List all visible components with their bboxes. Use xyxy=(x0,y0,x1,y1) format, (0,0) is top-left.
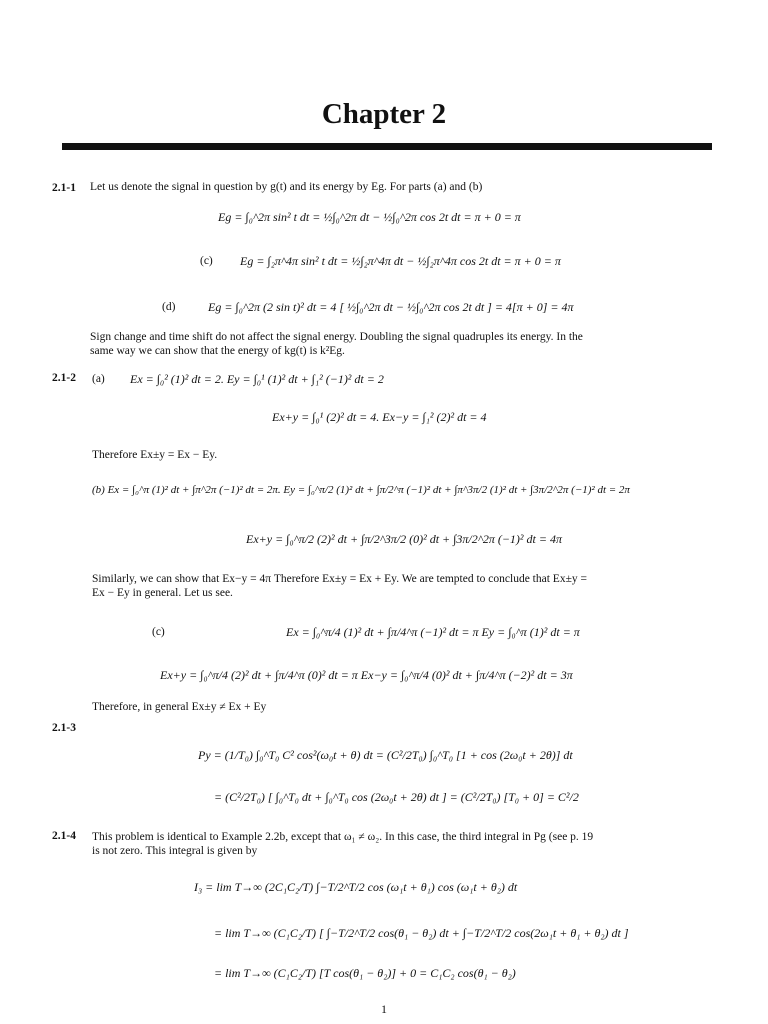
problem-label-2-1-4: 2.1-4 xyxy=(52,830,76,842)
problem-2-1-1-note-line2: same way we can show that the energy of kg(t) is k²Eg. xyxy=(90,345,345,357)
equation-2-1-3-line2: = (C²/2T₀) [ ∫₀^T₀ dt + ∫₀^T₀ cos (2ω₀t + 2θ) dt ] = (C²/2T₀) [T₀ + 0] = C²/2 xyxy=(214,790,579,804)
equation-2-1-2-b-line2: Ex+y = ∫₀^π/2 (2)² dt + ∫π/2^3π/2 (0)² dt + ∫3π/2^2π (−1)² dt = 4π xyxy=(246,532,562,546)
part-label-a: (a) xyxy=(92,373,105,385)
page-number: 1 xyxy=(381,1002,387,1016)
problem-2-1-4-text-line1: This problem is identical to Example 2.2b, except that ω₁ ≠ ω₂. In this case, the third integral in Pg (see p. 19 xyxy=(92,831,594,843)
equation-2-1-2-c-line1: Ex = ∫₀^π/4 (1)² dt + ∫π/4^π (−1)² dt = π Ey = ∫₀^π (1)² dt = π xyxy=(286,625,580,639)
equation-2-1-4-line3: = lim T→∞ (C₁C₂/T) [T cos(θ₁ − θ₂)] + 0 = C₁C₂ cos(θ₁ − θ₂) xyxy=(214,966,516,980)
chapter-title: Chapter 2 xyxy=(321,98,447,130)
equation-2-1-1-c: Eg = ∫₂π^4π sin² t dt = ½∫₂π^4π dt − ½∫₂π^4π cos 2t dt = π + 0 = π xyxy=(240,254,561,268)
problem-2-1-4-text-line2: is not zero. This integral is given by xyxy=(92,845,258,857)
equation-2-1-3-line1: Py = (1/T₀) ∫₀^T₀ C² cos²(ω₀t + θ) dt = (C²/2T₀) ∫₀^T₀ [1 + cos (2ω₀t + 2θ)] dt xyxy=(198,748,573,762)
equation-2-1-2-a-line1: Ex = ∫₀² (1)² dt = 2. Ey = ∫₀¹ (1)² dt + ∫₁² (−1)² dt = 2 xyxy=(130,372,384,386)
equation-2-1-1-d: Eg = ∫₀^2π (2 sin t)² dt = 4 [ ½∫₀^2π dt − ½∫₀^2π cos 2t dt ] = 4[π + 0] = 4π xyxy=(208,300,574,314)
equation-2-1-2-c-line2: Ex+y = ∫₀^π/4 (2)² dt + ∫π/4^π (0)² dt = π Ex−y = ∫₀^π/4 (0)² dt + ∫π/4^π (−2)² dt = 3π xyxy=(160,668,573,682)
part-label-c: (c) xyxy=(200,255,213,267)
problem-2-1-2-similarly-line2: Ex − Ey in general. Let us see. xyxy=(92,587,233,599)
problem-2-1-1-intro: Let us denote the signal in question by g(t) and its energy by Eg. For parts (a) and (b) xyxy=(90,181,483,193)
problem-2-1-2-similarly-line1: Similarly, we can show that Ex−y = 4π Therefore Ex±y = Ex + Ey. We are tempted to conclude that Ex±y = xyxy=(92,573,587,585)
problem-label-2-1-3: 2.1-3 xyxy=(52,722,76,734)
problem-label-2-1-2: 2.1-2 xyxy=(52,372,76,384)
problem-label-2-1-1: 2.1-1 xyxy=(52,182,76,194)
equation-2-1-4-line1: I₃ = lim T→∞ (2C₁C₂/T) ∫−T/2^T/2 cos (ω₁t + θ₁) cos (ω₁t + θ₂) dt xyxy=(194,880,518,894)
equation-2-1-4-line2: = lim T→∞ (C₁C₂/T) [ ∫−T/2^T/2 cos(θ₁ − θ₂) dt + ∫−T/2^T/2 cos(2ω₁t + θ₁ + θ₂) dt ] xyxy=(214,926,629,940)
part-label-d: (d) xyxy=(162,301,176,313)
problem-2-1-2-conclusion: Therefore, in general Ex±y ≠ Ex + Ey xyxy=(92,701,267,713)
equation-2-1-2-a-line2: Ex+y = ∫₀¹ (2)² dt = 4. Ex−y = ∫₁² (2)² dt = 4 xyxy=(272,410,487,424)
problem-2-1-1-note-line1: Sign change and time shift do not affect the signal energy. Doubling the signal quadruples its energy. In the xyxy=(90,331,583,343)
problem-2-1-2-therefore: Therefore Ex±y = Ex − Ey. xyxy=(92,449,218,461)
part-label-c-2: (c) xyxy=(152,626,165,638)
equation-2-1-1-ab: Eg = ∫₀^2π sin² t dt = ½∫₀^2π dt − ½∫₀^2π cos 2t dt = π + 0 = π xyxy=(218,210,521,224)
equation-2-1-2-b-line1: (b) Ex = ∫₀^π (1)² dt + ∫π^2π (−1)² dt = 2π. Ey = ∫₀^π/2 (1)² dt + ∫π/2^π (−1)² dt + ∫π^3π/2 (1)² dt + ∫3π/2^2π (−1)² dt = 2π xyxy=(92,484,630,496)
title-rule xyxy=(62,143,712,150)
